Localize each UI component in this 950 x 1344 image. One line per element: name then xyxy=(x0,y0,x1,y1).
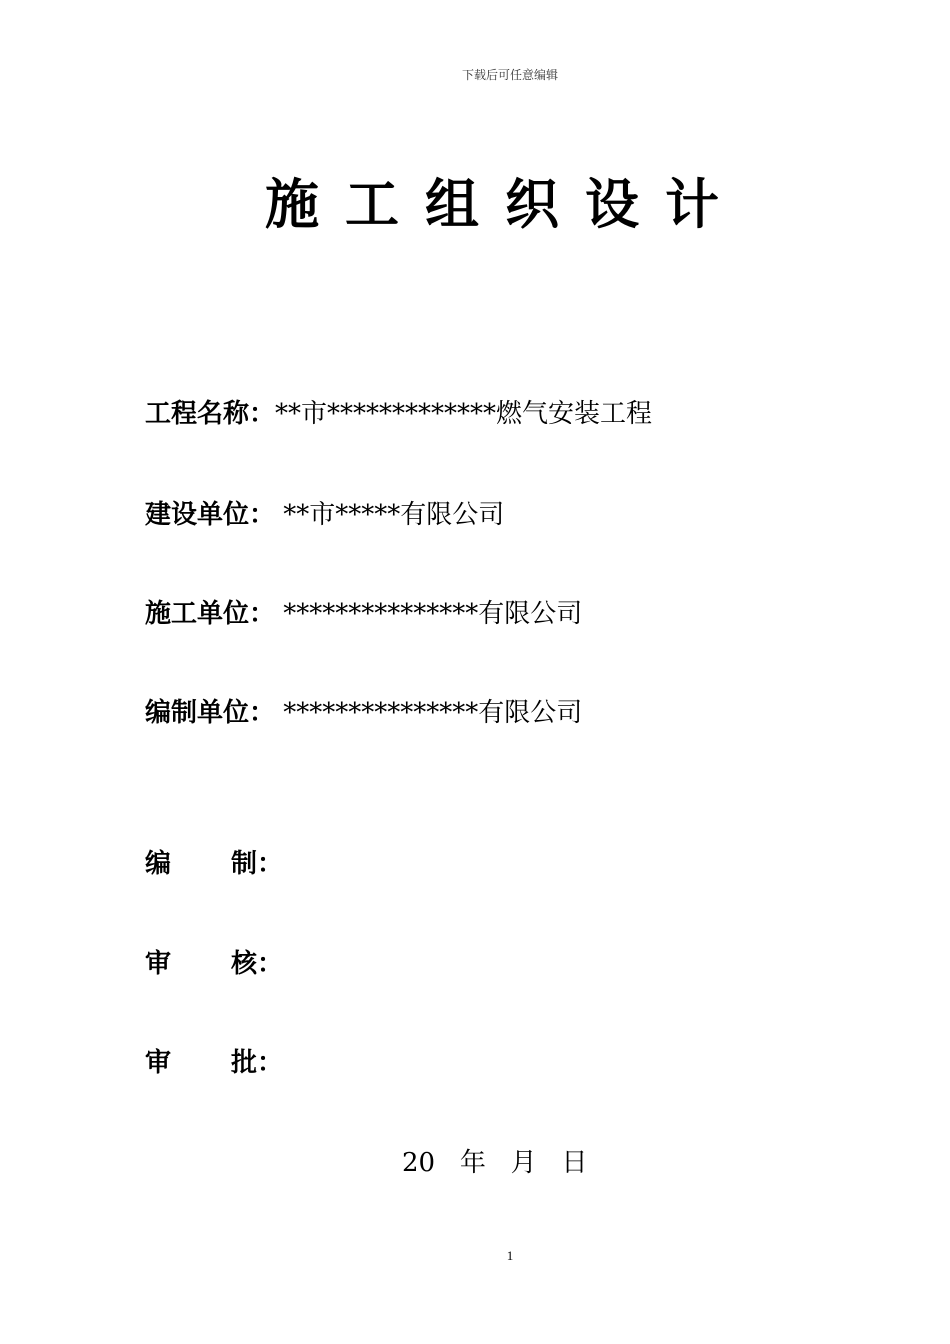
signature-row-approved xyxy=(145,1043,283,1083)
header-note: 下载后可任意编辑 xyxy=(461,68,558,82)
info-label: 建设单位： xyxy=(145,500,276,530)
info-value: **市*****有限公司 xyxy=(275,500,505,530)
signature-row-reviewed xyxy=(145,944,283,984)
info-row-project-name xyxy=(145,394,652,434)
signature-char: 编 xyxy=(145,849,172,879)
signature-row-compiled xyxy=(145,844,283,884)
info-value: **市*************燃气安装工程 xyxy=(275,399,653,429)
document-title: 施工组织设计 xyxy=(265,173,745,236)
page-number: 1 xyxy=(506,1248,514,1263)
signature-char: 核： xyxy=(231,949,284,979)
signature-char: 批： xyxy=(231,1048,284,1078)
info-value: ***************有限公司 xyxy=(275,599,583,629)
signature-char: 审 xyxy=(145,1048,172,1078)
signature-char: 审 xyxy=(145,949,172,979)
info-row-contractor xyxy=(145,594,582,634)
date-line: 20 年 月 日 xyxy=(402,1148,588,1178)
signature-char: 制： xyxy=(231,849,284,879)
info-label: 编制单位： xyxy=(145,698,276,728)
info-row-compiler-unit xyxy=(145,693,582,733)
info-row-client xyxy=(145,495,504,535)
info-label: 工程名称： xyxy=(145,399,276,429)
info-label: 施工单位： xyxy=(145,599,276,629)
info-value: ***************有限公司 xyxy=(275,698,583,728)
